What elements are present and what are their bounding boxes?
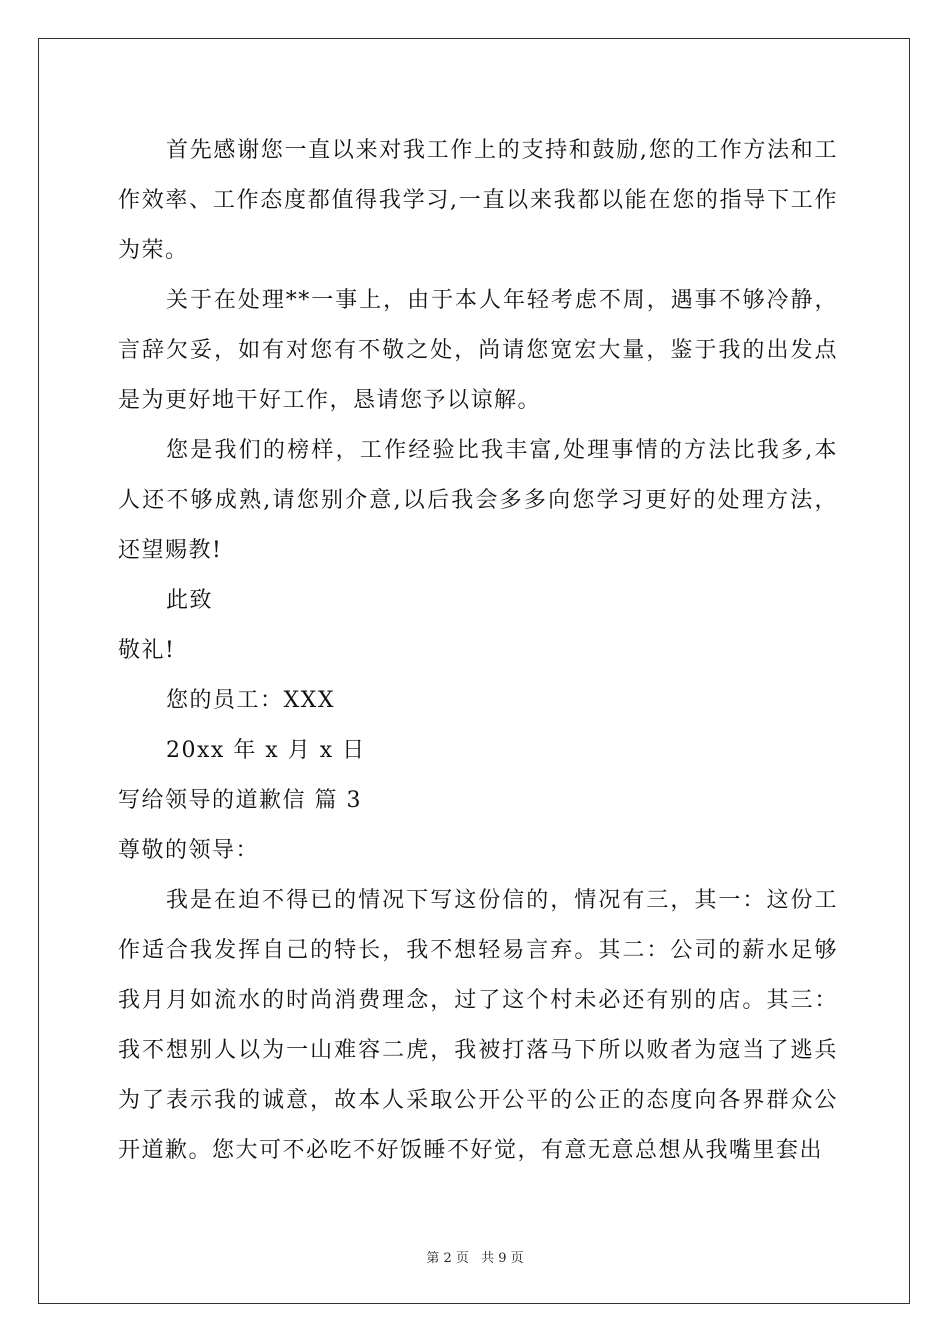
section-title: 写给领导的道歉信 篇 3	[118, 788, 362, 813]
paragraph-role-model: 您是我们的榜样，工作经验比我丰富,处理事情的方法比我多,本人还不够成熟,请您别介意,以后我会多多向您学习更好的处理方法，还望赐教!	[118, 438, 838, 563]
document-body	[118, 126, 838, 1176]
page-total: 共 9 页	[481, 1251, 524, 1266]
paragraph-thanks: 首先感谢您一直以来对我工作上的支持和鼓励,您的工作方法和工作效率、工作态度都值得我学习,一直以来我都以能在您的指导下工作为荣。	[118, 138, 838, 263]
page-number: 第 2 页	[426, 1251, 469, 1266]
paragraph-apology: 关于在处理**一事上，由于本人年轻考虑不周，遇事不够冷静，言辞欠妥，如有对您有不敬之处，尚请您宽宏大量，鉴于我的出发点是为更好地干好工作，恳请您予以谅解。	[118, 288, 838, 413]
salute-line: 敬礼!	[118, 638, 176, 663]
closing-line: 此致	[166, 588, 214, 613]
signature-line: 您的员工：XXX	[166, 688, 335, 713]
date-line: 20xx 年 x 月 x 日	[166, 738, 366, 763]
page-footer	[0, 1247, 950, 1266]
greeting-line: 尊敬的领导：	[118, 838, 260, 863]
paragraph-reasons: 我是在迫不得已的情况下写这份信的，情况有三，其一：这份工作适合我发挥自己的特长，我不想轻易言弃。其二：公司的薪水足够我月月如流水的时尚消费理念，过了这个村未必还有别的店。其三：我不想别人以为一山难容二虎，我被打落马下所以败者为寇当了逃兵为了表示我的诚意，故本人采取公开公平的公正的态度向各界群众公开道歉。您大可不必吃不好饭睡不好觉，有意无意总想从我嘴里套出	[118, 888, 838, 1163]
